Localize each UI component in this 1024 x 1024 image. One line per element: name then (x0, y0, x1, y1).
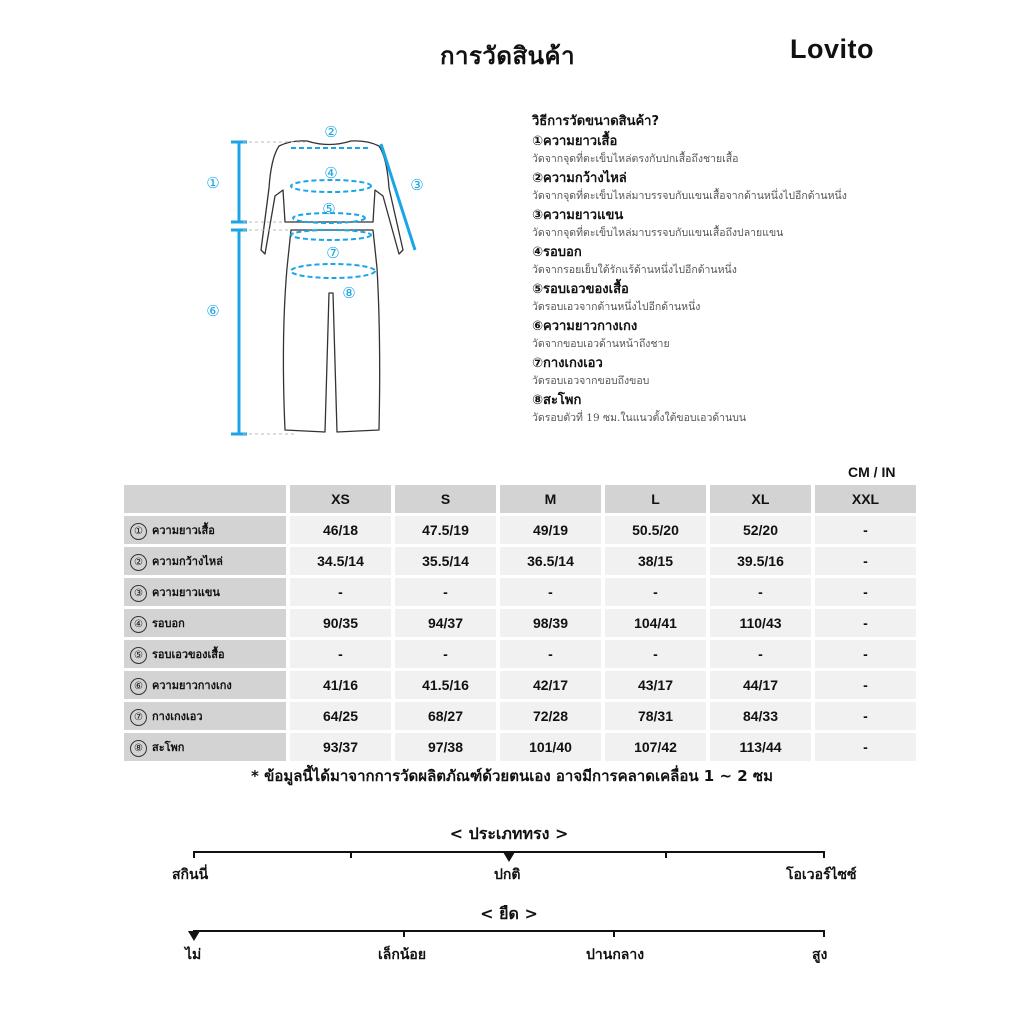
unit-label: CM / IN (848, 464, 896, 480)
fit-scale-tick (665, 851, 667, 858)
row-label (124, 640, 286, 668)
row-number-badge: ④ (130, 616, 147, 633)
table-cell: 93/37 (290, 733, 391, 761)
table-cell: 101/40 (500, 733, 601, 761)
stretch-label-high: สูง (812, 947, 828, 963)
row-number-badge: ⑧ (130, 740, 147, 757)
fit-scale-tick (823, 851, 825, 858)
row-label (124, 547, 286, 575)
table-cell: - (605, 640, 706, 668)
row-label-text: รอบเอวของเสื้อ (152, 648, 225, 661)
row-label (124, 578, 286, 606)
size-header: XS (290, 485, 391, 513)
table-cell: 52/20 (710, 516, 811, 544)
guide-heading: ⑧สะโพก (532, 393, 582, 408)
table-cell: - (815, 640, 916, 668)
row-label-text: ความยาวแขน (152, 586, 220, 599)
stretch-scale-title: < ยืด > (480, 904, 538, 923)
row-label-text: ความกว้างไหล่ (152, 555, 223, 568)
table-cell: 36.5/14 (500, 547, 601, 575)
table-cell: 107/42 (605, 733, 706, 761)
marker-1: ① (206, 174, 220, 192)
table-cell: - (290, 640, 391, 668)
table-cell: - (395, 640, 496, 668)
table-cell: 90/35 (290, 609, 391, 637)
table-row (124, 733, 916, 761)
row-label (124, 671, 286, 699)
stretch-scale-tick (613, 930, 615, 937)
guide-title: วิธีการวัดขนาดสินค้า? (532, 114, 660, 129)
table-row (124, 702, 916, 730)
guide-item (532, 207, 922, 241)
table-cell: - (815, 702, 916, 730)
table-cell: 38/15 (605, 547, 706, 575)
stretch-scale-tick (823, 930, 825, 937)
table-cell: 68/27 (395, 702, 496, 730)
table-cell: - (815, 547, 916, 575)
table-cell: 110/43 (710, 609, 811, 637)
table-row (124, 609, 916, 637)
row-label (124, 516, 286, 544)
measurement-note: * ข้อมูลนี้ได้มาจากการวัดผลิตภัณฑ์ด้วยตนเอง อาจมีการคลาดเคลื่อน 1 ~ 2 ซม (251, 767, 773, 785)
table-row (124, 640, 916, 668)
stretch-label-slight: เล็กน้อย (378, 947, 427, 963)
table-cell: 34.5/14 (290, 547, 391, 575)
table-cell: 113/44 (710, 733, 811, 761)
row-number-badge: ⑤ (130, 647, 147, 664)
guide-description: วัดรอบเอวจากด้านหนึ่งไปอีกด้านหนึ่ง (532, 301, 701, 313)
table-cell: 47.5/19 (395, 516, 496, 544)
guide-heading: ①ความยาวเสื้อ (532, 134, 618, 149)
table-corner (124, 485, 286, 513)
table-row (124, 671, 916, 699)
guide-item (532, 318, 922, 352)
guide-heading: ③ความยาวแขน (532, 208, 624, 223)
row-label (124, 702, 286, 730)
guide-description: วัดจากจุดที่ตะเข็บไหล่ตรงกับปกเสื้อถึงชายเสื้อ (532, 153, 739, 165)
fit-label-skinny: สกินนี่ (172, 867, 209, 883)
guide-description: วัดจากจุดที่ตะเข็บไหล่มาบรรจบกับแขนเสื้อถึงปลายแขน (532, 227, 784, 239)
table-cell: - (605, 578, 706, 606)
table-cell: 49/19 (500, 516, 601, 544)
table-cell: - (815, 578, 916, 606)
table-row (124, 578, 916, 606)
table-cell: 39.5/16 (710, 547, 811, 575)
table-cell: 84/33 (710, 702, 811, 730)
table-row (124, 547, 916, 575)
stretch-label-medium: ปานกลาง (586, 947, 645, 963)
marker-3: ③ (410, 176, 424, 194)
marker-5: ⑤ (322, 200, 336, 218)
fit-label-oversize: โอเวอร์ไซซ์ (786, 867, 857, 883)
row-number-badge: ② (130, 554, 147, 571)
table-cell: 64/25 (290, 702, 391, 730)
guide-item (532, 244, 922, 278)
table-cell: - (815, 671, 916, 699)
size-header: M (500, 485, 601, 513)
page-title: การวัดสินค้า (440, 42, 576, 70)
guide-heading: ⑤รอบเอวของเสื้อ (532, 282, 629, 297)
marker-6: ⑥ (206, 302, 220, 320)
table-cell: 46/18 (290, 516, 391, 544)
garment-diagram (195, 118, 445, 448)
table-cell: 35.5/14 (395, 547, 496, 575)
row-number-badge: ① (130, 523, 147, 540)
table-cell: 41/16 (290, 671, 391, 699)
fit-scale-title: < ประเภททรง > (449, 824, 569, 843)
table-cell: 44/17 (710, 671, 811, 699)
marker-8: ⑧ (342, 284, 356, 302)
fit-scale-tick (193, 851, 195, 858)
table-cell: 50.5/20 (605, 516, 706, 544)
size-header: XL (710, 485, 811, 513)
table-cell: 42/17 (500, 671, 601, 699)
row-label (124, 609, 286, 637)
table-cell: 98/39 (500, 609, 601, 637)
row-label-text: ความยาวกางเกง (152, 679, 232, 692)
fit-selected-marker-icon (503, 852, 515, 862)
guide-heading: ②ความกว้างไหล่ (532, 171, 627, 186)
table-cell: 97/38 (395, 733, 496, 761)
guide-item (532, 170, 922, 204)
garment-illustration (195, 118, 445, 448)
guide-item (532, 392, 922, 426)
fit-label-regular: ปกติ (494, 867, 521, 883)
size-header: S (395, 485, 496, 513)
table-cell: - (710, 578, 811, 606)
table-cell: - (815, 609, 916, 637)
stretch-label-none: ไม่ (185, 947, 202, 963)
table-cell: - (500, 640, 601, 668)
marker-2: ② (324, 123, 338, 141)
size-header: L (605, 485, 706, 513)
row-label-text: ความยาวเสื้อ (152, 524, 215, 537)
row-label (124, 733, 286, 761)
guide-description: วัดจากจุดที่ตะเข็บไหล่มาบรรจบกับแขนเสื้อจากด้านหนึ่งไปอีกด้านหนึ่ง (532, 190, 847, 202)
guide-description: วัดจากรอยเย็บใต้รักแร้ด้านหนึ่งไปอีกด้านหนึ่ง (532, 264, 737, 276)
marker-7: ⑦ (326, 244, 340, 262)
row-label-text: สะโพก (152, 741, 185, 754)
marker-4: ④ (324, 164, 338, 182)
table-cell: - (815, 516, 916, 544)
row-number-badge: ⑦ (130, 709, 147, 726)
guide-description: วัดรอบตัวที่ 19 ซม.ในแนวตั้งใต้ขอบเอวด้านบน (532, 412, 747, 424)
table-cell: - (395, 578, 496, 606)
table-cell: 72/28 (500, 702, 601, 730)
size-header: XXL (815, 485, 916, 513)
row-number-badge: ③ (130, 585, 147, 602)
stretch-selected-marker-icon (188, 931, 200, 941)
table-cell: - (500, 578, 601, 606)
guide-item (532, 133, 922, 167)
guide-description: วัดรอบเอวจากขอบถึงขอบ (532, 375, 650, 387)
table-cell: 41.5/16 (395, 671, 496, 699)
size-table (120, 482, 920, 764)
table-cell: 94/37 (395, 609, 496, 637)
measurement-guide (532, 110, 922, 429)
table-cell: 78/31 (605, 702, 706, 730)
guide-heading: ④รอบอก (532, 245, 582, 260)
table-cell: - (290, 578, 391, 606)
row-label-text: กางเกงเอว (152, 710, 203, 723)
brand-logo: Lovito (790, 34, 874, 64)
stretch-scale-tick (403, 930, 405, 937)
table-cell: - (710, 640, 811, 668)
row-label-text: รอบอก (152, 617, 185, 630)
guide-item (532, 355, 922, 389)
table-cell: - (815, 733, 916, 761)
guide-heading: ⑥ความยาวกางเกง (532, 319, 638, 334)
fit-scale-tick (350, 851, 352, 858)
guide-description: วัดจากขอบเอวด้านหน้าถึงชาย (532, 338, 670, 350)
row-number-badge: ⑥ (130, 678, 147, 695)
stretch-scale-line (193, 930, 825, 932)
guide-heading: ⑦กางเกงเอว (532, 356, 603, 371)
table-cell: 104/41 (605, 609, 706, 637)
guide-item (532, 281, 922, 315)
table-row (124, 516, 916, 544)
table-header-row (124, 485, 916, 513)
table-cell: 43/17 (605, 671, 706, 699)
